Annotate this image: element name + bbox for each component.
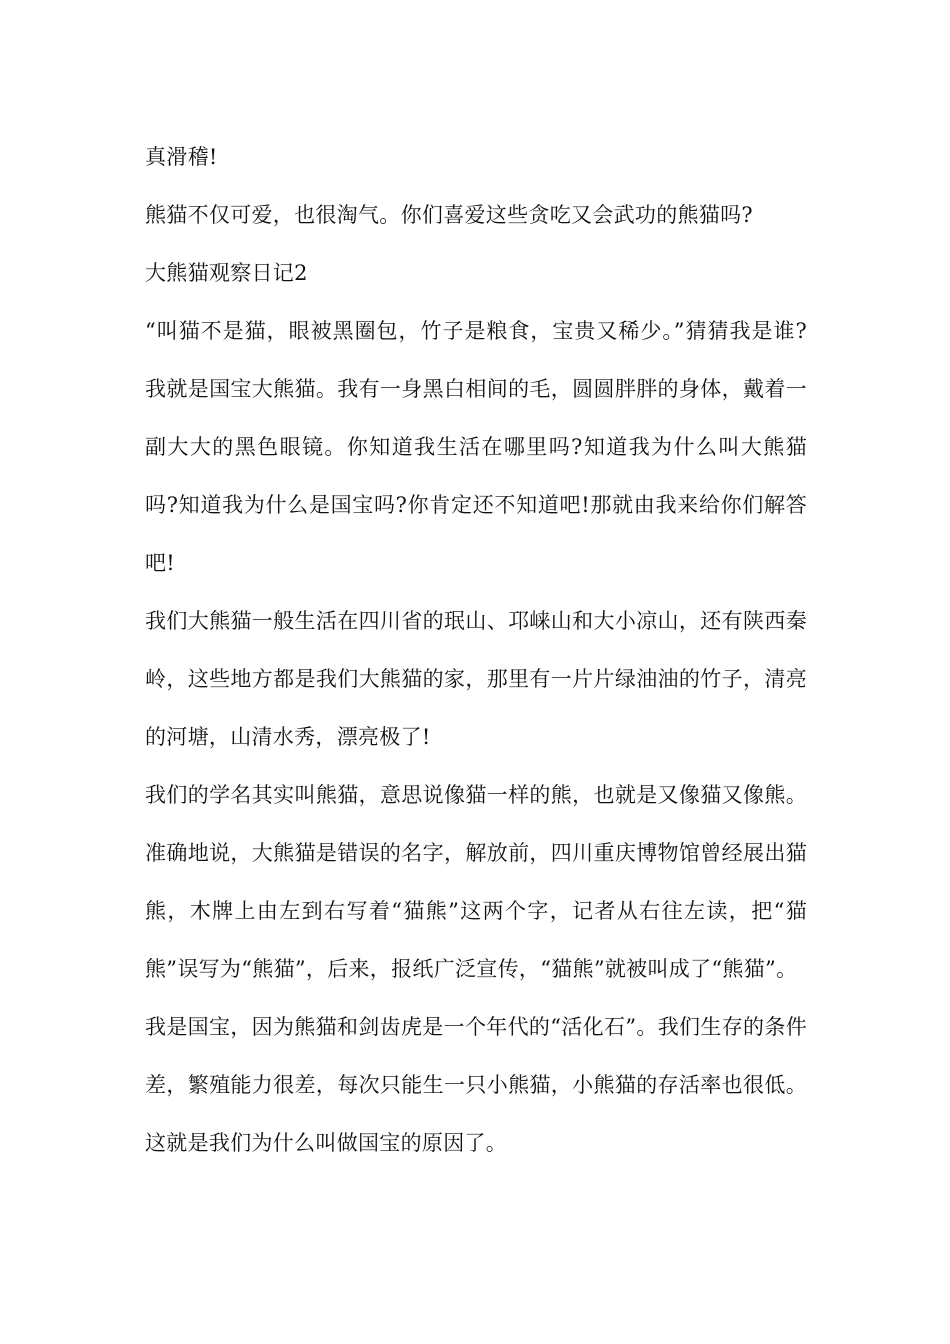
- paragraph-1: 真滑稽!: [145, 145, 218, 169]
- paragraph-2: 熊猫不仅可爱，也很淘气。你们喜爱这些贪吃又会武功的熊猫吗?: [145, 203, 753, 227]
- document-page: [145, 128, 807, 1172]
- paragraph-5: 我们的学名其实叫熊猫，意思说像猫一样的熊，也就是又像猫又像熊。准确地说，大熊猫是错误的名字，解放前，四川重庆博物馆曾经展出猫熊，木牌上由左到右写着“猫熊”这两个字，记者从右往左读，把“猫熊”误写为“熊猫”，后来，报纸广泛宣传，“猫熊”就被叫成了“熊猫”。: [145, 783, 807, 981]
- paragraph-3: “叫猫不是猫，眼被黑圈包，竹子是粮食，宝贵又稀少。”猜猜我是谁?我就是国宝大熊猫。我有一身黑白相间的毛，圆圆胖胖的身体，戴着一副大大的黑色眼镜。你知道我生活在哪里吗?知道我为什么叫大熊猫吗?知道我为什么是国宝吗?你肯定还不知道吧!那就由我来给你们解答吧!: [145, 319, 807, 575]
- section-heading: 大熊猫观察日记2: [145, 261, 308, 285]
- paragraph-6: 我是国宝，因为熊猫和剑齿虎是一个年代的“活化石”。我们生存的条件差，繁殖能力很差，每次只能生一只小熊猫，小熊猫的存活率也很低。这就是我们为什么叫做国宝的原因了。: [145, 1015, 807, 1155]
- paragraph-4: 我们大熊猫一般生活在四川省的珉山、邛崃山和大小凉山，还有陕西秦岭，这些地方都是我们大熊猫的家，那里有一片片绿油油的竹子，清亮的河塘，山清水秀，漂亮极了!: [145, 609, 807, 749]
